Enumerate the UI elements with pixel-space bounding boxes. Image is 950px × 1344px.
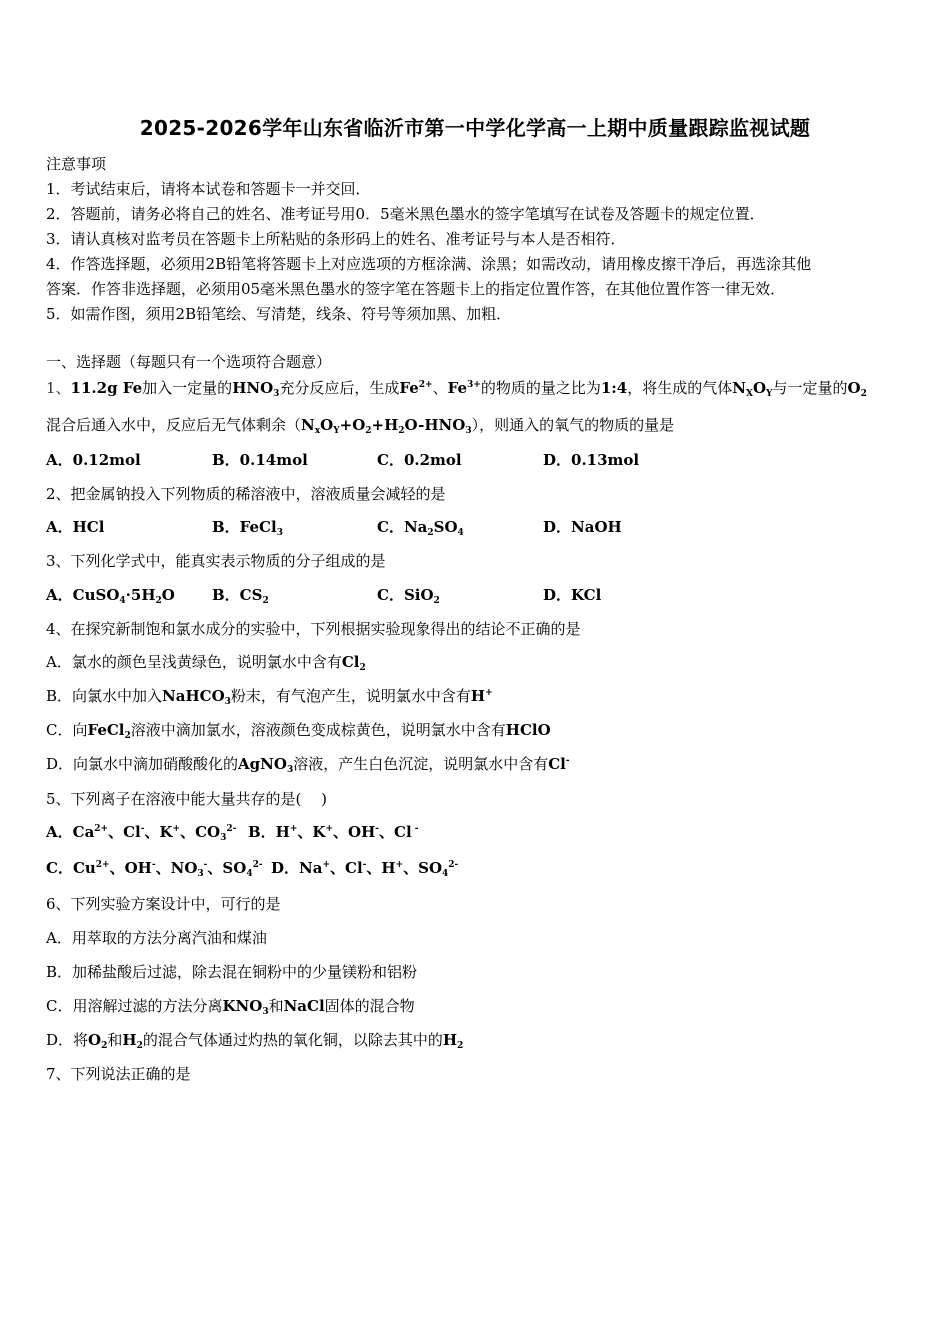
formula: O [847, 379, 861, 397]
text: ·5H [125, 586, 156, 604]
subscript: x [314, 426, 321, 436]
subscript: 3 [273, 389, 280, 399]
subscript: 2 [155, 596, 162, 606]
text: ），则通入的氧气的物质的量是 [471, 416, 675, 434]
superscript: - [411, 824, 419, 834]
q2-option-a[interactable]: A．HCl [46, 518, 105, 536]
q2-option-d[interactable]: D．NaOH [543, 518, 622, 536]
subscript: 3 [220, 833, 227, 843]
q3-option-d[interactable]: D．KCl [543, 586, 602, 604]
superscript: - [203, 860, 208, 870]
subscript: 2 [136, 1041, 143, 1051]
formula: O [752, 379, 767, 397]
text: 的混合气体通过灼热的氧化铜，以除去其中的 [142, 1031, 443, 1049]
question-3: 3、下列化学式中，能真实表示物质的分子组成的是 [46, 552, 386, 570]
superscript: + [322, 860, 330, 870]
q2-option-c[interactable] [377, 516, 464, 537]
text: 、H [366, 859, 396, 877]
formula: HNO [232, 379, 274, 397]
text: 11.2g Fe [70, 379, 143, 397]
q1-option-d[interactable]: D．0.13mol [543, 451, 640, 469]
subscript: 3 [197, 869, 204, 879]
q6-option-b[interactable]: B．加稀盐酸后过滤，除去混在铜粉中的少量镁粉和铝粉 [46, 963, 418, 981]
formula: H [442, 1031, 458, 1049]
formula: NaHCO [162, 687, 225, 705]
q4-option-a[interactable] [46, 651, 366, 672]
q6-option-d[interactable] [46, 1029, 463, 1050]
text: 与一定量的 [772, 379, 848, 397]
formula: Cl [341, 653, 360, 671]
text: 、OH [109, 859, 152, 877]
text: D．向氯水中滴加硝酸酸化的 [46, 755, 239, 773]
subscript: 2 [457, 1041, 464, 1051]
formula: O-HNO [404, 416, 466, 434]
superscript: + [172, 824, 181, 834]
text: C．用溶解过滤的方法分离 [46, 997, 223, 1015]
text: B．CS [212, 586, 263, 604]
text: C．向 [46, 721, 88, 739]
superscript: + [289, 824, 298, 834]
text: O [161, 586, 175, 604]
superscript: - [375, 824, 379, 834]
text: B．FeCl [212, 518, 277, 536]
q5-option-a[interactable] [46, 821, 236, 842]
subscript: 4 [246, 869, 253, 879]
superscript: + [325, 824, 333, 834]
text: 的物质的量之比为 [480, 379, 601, 397]
superscript: 2- [448, 860, 459, 870]
q5-option-b[interactable] [248, 821, 419, 842]
text: B．H [248, 823, 290, 841]
text: D．将 [46, 1031, 89, 1049]
text: 、Cl [379, 823, 412, 841]
superscript: 2+ [95, 860, 110, 870]
q5-option-d[interactable] [271, 857, 458, 878]
text: 粉末，有气泡产生，说明氯水中含有 [230, 687, 471, 705]
text: B．向氯水中加入 [46, 687, 163, 705]
note-item: 4．作答选择题，必须用2B铅笔将答题卡上对应选项的方框涂满、涂黑；如需改动，请用橡皮擦干净后，再选涂其他 [46, 255, 812, 273]
subscript: 2 [359, 663, 366, 673]
text: 、K [297, 823, 326, 841]
text: ，将生成的气体 [627, 379, 733, 397]
note-item: 2．答题前，请务必将自己的姓名、准考证号用0．5毫米黑色墨水的签字笔填写在试卷及答题卡的规定位置． [46, 205, 765, 223]
formula: O [88, 1031, 102, 1049]
formula: +O [339, 416, 366, 434]
subscript: 3 [276, 528, 283, 538]
subscript: Y [333, 426, 340, 436]
text: SO [433, 518, 458, 536]
subscript: 2 [398, 426, 405, 436]
q6-option-c[interactable] [46, 995, 415, 1016]
superscript: 2+ [418, 380, 433, 390]
ratio: 1:4 [600, 379, 628, 397]
formula: Fe [447, 379, 467, 397]
formula: N [301, 416, 315, 434]
q1-option-a[interactable]: A．0.12mol [46, 451, 141, 469]
text: 溶液中滴加氯水，溶液颜色变成棕黄色，说明氯水中含有 [130, 721, 506, 739]
subscript: 2 [262, 596, 269, 606]
superscript: 2+ [94, 824, 109, 834]
q4-option-d[interactable] [46, 753, 570, 774]
superscript: - [565, 756, 570, 766]
notes-heading: 注意事项 [46, 155, 107, 173]
text: 、SO [403, 859, 443, 877]
subscript: 3 [465, 426, 472, 436]
subscript: 2 [101, 1041, 108, 1051]
subscript: 2 [860, 389, 867, 399]
question-1-line-1 [46, 377, 867, 398]
q4-option-b[interactable] [46, 685, 493, 706]
text: A．CuSO [46, 586, 120, 604]
subscript: 3 [286, 765, 294, 775]
superscript: - [362, 860, 367, 870]
superscript: - [151, 860, 156, 870]
formula: N [732, 379, 746, 397]
q3-option-b[interactable] [212, 584, 269, 605]
subscript: 2 [124, 731, 131, 741]
formula: HClO [505, 721, 551, 739]
superscript: 2- [226, 824, 237, 834]
superscript: + [485, 688, 493, 698]
question-number: 1、 [46, 379, 71, 397]
question-7: 7、下列说法正确的是 [46, 1065, 191, 1083]
formula: FeCl [87, 721, 125, 739]
text: 、CO [180, 823, 221, 841]
subscript: 4 [119, 596, 126, 606]
q4-option-c[interactable] [46, 719, 551, 740]
note-item: 答案．作答非选择题，必须用05毫米黑色墨水的签字笔在答题卡上的指定位置作答，在其他位置作答一律无效． [46, 280, 786, 298]
text: 和 [107, 1031, 123, 1049]
subscript: 2 [427, 528, 434, 538]
text: A．氯水的颜色呈浅黄绿色，说明氯水中含有 [46, 653, 342, 671]
superscript: + [395, 860, 404, 870]
text: 、SO [207, 859, 247, 877]
question-1-line-2 [46, 414, 674, 435]
formula: Fe [399, 379, 419, 397]
subscript: 3 [262, 1007, 269, 1017]
note-item: 1．考试结束后，请将本试卷和答题卡一并交回． [46, 180, 371, 198]
text: C．Cu [46, 859, 96, 877]
page-title: 2025-2026学年山东省临沂市第一中学化学高一上期中质量跟踪监视试题 [139, 116, 811, 140]
section-heading: 一、选择题（每题只有一个选项符合题意） [46, 353, 332, 371]
superscript: 2- [252, 860, 263, 870]
text: 混合后通入水中，反应后无气体剩余（ [46, 416, 302, 434]
formula: +H [371, 416, 399, 434]
q3-option-a[interactable] [46, 584, 175, 605]
formula: KNO [222, 997, 263, 1015]
question-6: 6、下列实验方案设计中，可行的是 [46, 895, 281, 913]
subscript: 2 [433, 596, 440, 606]
q2-option-b[interactable] [212, 516, 283, 537]
q3-option-c[interactable] [377, 584, 440, 605]
formula: Cl [548, 755, 566, 773]
text: A．Ca [46, 823, 95, 841]
formula: H [470, 687, 486, 705]
text: 和 [268, 997, 284, 1015]
text: D．Na [271, 859, 323, 877]
q5-option-c[interactable] [46, 857, 263, 878]
text: 、Cl [330, 859, 363, 877]
q1-option-c[interactable]: C．0.2mol [377, 451, 462, 469]
text: 、 [432, 379, 448, 397]
text: 、K [144, 823, 173, 841]
q1-option-b[interactable]: B．0.14mol [212, 451, 308, 469]
question-5: 5、下列离子在溶液中能大量共存的是( ) [46, 790, 328, 808]
note-item: 5．如需作图，须用2B铅笔绘、写清楚，线条、符号等须加黑、加粗． [46, 305, 512, 323]
text: C．Na [377, 518, 428, 536]
text: 固体的混合物 [324, 997, 415, 1015]
formula: AgNO [238, 755, 287, 773]
subscript: X [745, 389, 753, 399]
question-4: 4、在探究新制饱和氯水成分的实验中，下列根据实验现象得出的结论不正确的是 [46, 620, 581, 638]
text: C．SiO [377, 586, 434, 604]
subscript: 3 [224, 697, 231, 707]
formula: H [122, 1031, 137, 1049]
text: 、NO [155, 859, 198, 877]
subscript: 4 [442, 869, 449, 879]
subscript: 4 [457, 528, 464, 538]
superscript: 3+ [467, 380, 481, 390]
text: 、OH [333, 823, 376, 841]
text: 充分反应后，生成 [279, 379, 400, 397]
note-item: 3．请认真核对监考员在答题卡上所粘贴的条形码上的姓名、准考证号与本人是否相符． [46, 230, 626, 248]
text: 、Cl [108, 823, 141, 841]
q6-option-a[interactable]: A．用萃取的方法分离汽油和煤油 [46, 929, 267, 947]
subscript: Y [766, 389, 773, 399]
question-2: 2、把金属钠投入下列物质的稀溶液中，溶液质量会减轻的是 [46, 485, 446, 503]
text: 溶液，产生白色沉淀，说明氯水中含有 [293, 755, 549, 773]
formula: O [320, 416, 334, 434]
superscript: - [140, 824, 145, 834]
subscript: 2 [365, 426, 372, 436]
text: 加入一定量的 [142, 379, 233, 397]
formula: NaCl [283, 997, 325, 1015]
